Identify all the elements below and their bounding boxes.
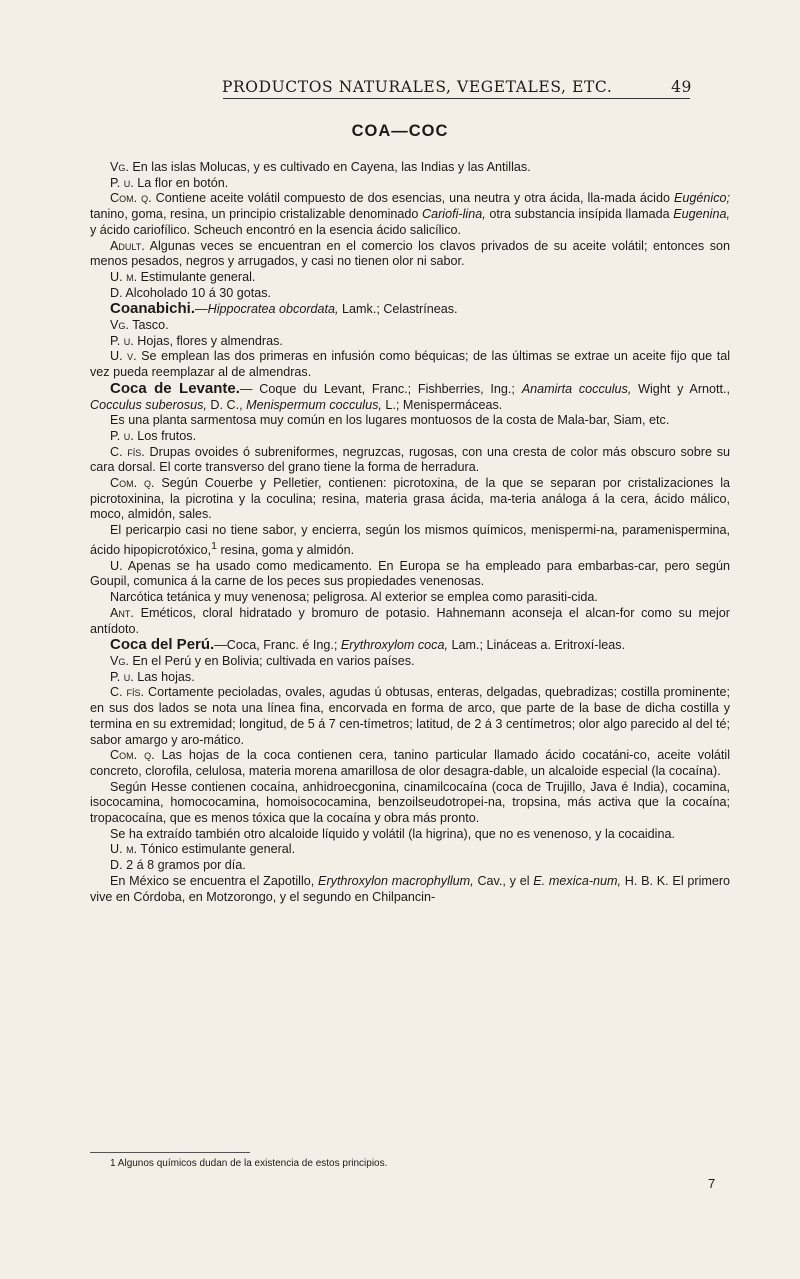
paragraph: [90, 270, 730, 286]
paragraph: [90, 827, 730, 843]
label: P. u.: [110, 175, 134, 190]
paragraph: [90, 748, 730, 779]
text: D. 2 á 8 gramos por día.: [110, 858, 246, 873]
text: Erythroxylon macrophyllum,: [318, 873, 474, 888]
signature-mark: 7: [708, 1176, 716, 1191]
footnote-text: Algunos químicos dudan de la existencia de estos principios.: [117, 1158, 388, 1169]
text: En el Perú y en Bolivia; cultivada en varios países.: [132, 653, 415, 668]
text: tanino, goma, resina, un principio cristalizable denominado: [90, 207, 419, 222]
entry-term: Coca de Levante.: [110, 379, 240, 397]
paragraph: [90, 286, 730, 302]
label: P. u.: [110, 669, 134, 684]
paragraph: [90, 670, 730, 686]
label: P. u.: [110, 428, 134, 443]
text: Contiene aceite volátil compuesto de dos esencias, una neutra y otra ácida, lla-mada ácido: [155, 191, 670, 206]
text: H. B. K. El primero vive en Córdoba, en Motzorongo, y el segundo en Chilpancin-: [90, 873, 731, 904]
paragraph: [90, 176, 730, 192]
paragraph: [90, 654, 730, 670]
entry-coca-de-levante: [90, 381, 730, 413]
text: Tónico estimulante general.: [140, 842, 296, 857]
paragraph: [90, 858, 730, 874]
text: L.; Menispermáceas.: [385, 397, 503, 412]
footnote: [110, 1158, 670, 1169]
text: En las islas Molucas, y es cultivado en Cayena, las Indias y las Antillas.: [132, 160, 531, 174]
text: Se ha extraído también otro alcaloide líquido y volátil (la higrina), que no es venenoso, y la cocaidina.: [110, 826, 675, 841]
text: Hippocratea obcordata,: [207, 302, 339, 317]
paragraph: [90, 606, 730, 637]
text: Eugenina,: [673, 207, 730, 222]
text: Cortamente pecioladas, ovales, agudas ú obtusas, enteras, delgadas, quebradizas; costilla prominente; en sus dos lados se nota una línea fina, encorvada en forma de arco, que parte de la base de dicha costilla y termina en su extremidad; longitud, de 5 á 7 cen-tímetros; latitud, de 2 á 3 centímetros; olor algo parecido al del té; sabor amargo y aro-mático.: [90, 685, 731, 747]
text: Cariofi-lina,: [422, 207, 486, 222]
paragraph: [90, 318, 730, 334]
text: Hojas, flores y almendras.: [137, 333, 283, 348]
text: Wight y Arnott.,: [638, 381, 731, 396]
text: —Coca, Franc. é Ing.;: [214, 638, 338, 653]
entry-term: Coanabichi.: [110, 300, 196, 318]
text: resina, goma y almidón.: [220, 543, 355, 558]
header-rule: [223, 98, 690, 99]
running-head-title: PRODUCTOS NATURALES, VEGETALES, ETC.: [222, 78, 613, 96]
paragraph: [90, 413, 730, 429]
label: Vg.: [110, 318, 129, 333]
text: D. C.,: [210, 397, 243, 412]
page-body: [90, 160, 730, 905]
paragraph: [90, 685, 730, 748]
entry-term: Coca del Perú.: [110, 636, 215, 654]
text: En México se encuentra el Zapotillo,: [110, 873, 315, 888]
label: U. m.: [110, 269, 138, 284]
entry-coca-del-peru: [90, 637, 730, 654]
text: La flor en botón.: [137, 175, 229, 190]
text: Erythroxylom coca,: [340, 638, 448, 653]
paragraph: [90, 445, 730, 476]
text: otra substancia insípida llamada: [489, 207, 670, 222]
paragraph: [90, 429, 730, 445]
label: Ant.: [110, 605, 134, 620]
label: Com. q.: [110, 191, 152, 206]
text: E. mexica-num,: [533, 873, 622, 888]
paragraph: [90, 559, 730, 590]
label: U. v.: [110, 349, 137, 364]
label: C. fís.: [110, 444, 145, 459]
paragraph: [90, 590, 730, 606]
paragraph: [90, 476, 730, 523]
text: Cav., y el: [477, 873, 530, 888]
paragraph: [90, 842, 730, 858]
text: Es una planta sarmentosa muy común en los lugares montuosos de la costa de Mala-bar, Siam, etc.: [110, 413, 670, 428]
paragraph: [90, 239, 730, 270]
text: Según Hesse contienen cocaína, anhidroecgonina, cinamilcocaína (coca de Trujillo, Java é India), cocamina, isococamina, homococamina, homoisococamina, benzoilseudotropei-na, tropsina, más activa que la cocaína; tropacocaína, que es menos tóxica que la cocaína y obra más pronto.: [90, 779, 730, 826]
text: Menispermum cocculus,: [246, 397, 382, 412]
text: Cocculus suberosus,: [90, 397, 207, 412]
text: Apenas se ha usado como medicamento. En Europa se ha empleado para embarbas-car, pero según Goupil, comunica á la carne de los peces sus propiedades venenosas.: [90, 558, 730, 589]
running-head: [222, 78, 692, 96]
footnote-rule: [90, 1152, 250, 1153]
text: Algunas veces se encuentran en el comercio los clavos privados de su aceite volátil; entonces son menos pesados, negros y arrugados, y casi no tienen olor ni sabor.: [90, 238, 730, 269]
text: — Coque du Levant, Franc.; Fishberries, Ing.;: [239, 381, 515, 396]
label: Vg.: [110, 160, 129, 174]
paragraph: [90, 523, 730, 559]
section-title: COA—COC: [351, 122, 449, 140]
label: Com. q.: [110, 476, 155, 491]
label: U. m.: [110, 842, 138, 857]
text: Eugénico;: [674, 191, 731, 206]
text: Se emplean las dos primeras en infusión como béquicas; de las últimas se extrae un aceite fijo que tal vez pueda reemplazar al de almendras.: [90, 349, 730, 380]
text: El pericarpio casi no tiene sabor, y encierra, según los mismos químicos, menispermi-na, paramenispermina, ácido hipopicrotóxico,: [90, 523, 730, 558]
footnote-mark: 1: [110, 1158, 116, 1169]
label: Vg.: [110, 653, 129, 668]
text: Los frutos.: [137, 428, 197, 443]
label: C. fís.: [110, 685, 145, 700]
text: y ácido cariofílico. Scheuch encontró en la esencia ácido salicílico.: [90, 222, 462, 237]
paragraph: [90, 191, 730, 238]
text: Tasco.: [132, 318, 169, 333]
entry-coanabichi: [90, 301, 730, 318]
text: D. Alcoholado 10 á 30 gotas.: [110, 285, 272, 300]
text: Anamirta cocculus,: [521, 381, 632, 396]
footnote-ref: 1: [211, 539, 217, 552]
paragraph: [90, 780, 730, 827]
text: Estimulante general.: [140, 269, 256, 284]
text: Las hojas de la coca contienen cera, tanino particular llamado ácido cocatáni-co, aceite volátil concreto, clorofila, celulosa, materia morena amarillosa de olor desagra-dable, un alcaloide especial (la cocaína).: [90, 748, 731, 778]
text: Según Couerbe y Pelletier, contienen: picrotoxina, de la que se separan por cristalizaciones la picrotoxinina, la picrotina y la coculina; resina, materia grasa ácida, ma-teria análoga á la cera, ácido málico, moco, almidón, sales.: [90, 476, 731, 522]
text: Lam.; Lináceas a. Eritroxí-leas.: [451, 638, 626, 653]
label: U.: [110, 558, 123, 573]
label: Com. q.: [110, 748, 155, 763]
text: Lamk.; Celastríneas.: [342, 302, 458, 317]
text: Eméticos, cloral hidratado y bromuro de potasio. Hahnemann aconseja el alcan-for como su mejor antídoto.: [90, 605, 731, 636]
paragraph: [90, 349, 730, 380]
paragraph: [90, 160, 730, 176]
text: —: [195, 302, 208, 317]
page-number: 49: [671, 78, 692, 96]
text: Las hojas.: [137, 669, 195, 684]
label: Adult.: [110, 238, 145, 253]
text: Narcótica tetánica y muy venenosa; peligrosa. Al exterior se emplea como parasiti-cida.: [110, 590, 598, 605]
text: Drupas ovoides ó subreniformes, negruzcas, rugosas, con una cresta de color más obscuro sobre su cara dorsal. El corte transverso del grano tiene la forma de herradura.: [90, 444, 731, 475]
paragraph: [90, 334, 730, 350]
label: P. u.: [110, 333, 134, 348]
paragraph: [90, 874, 730, 905]
